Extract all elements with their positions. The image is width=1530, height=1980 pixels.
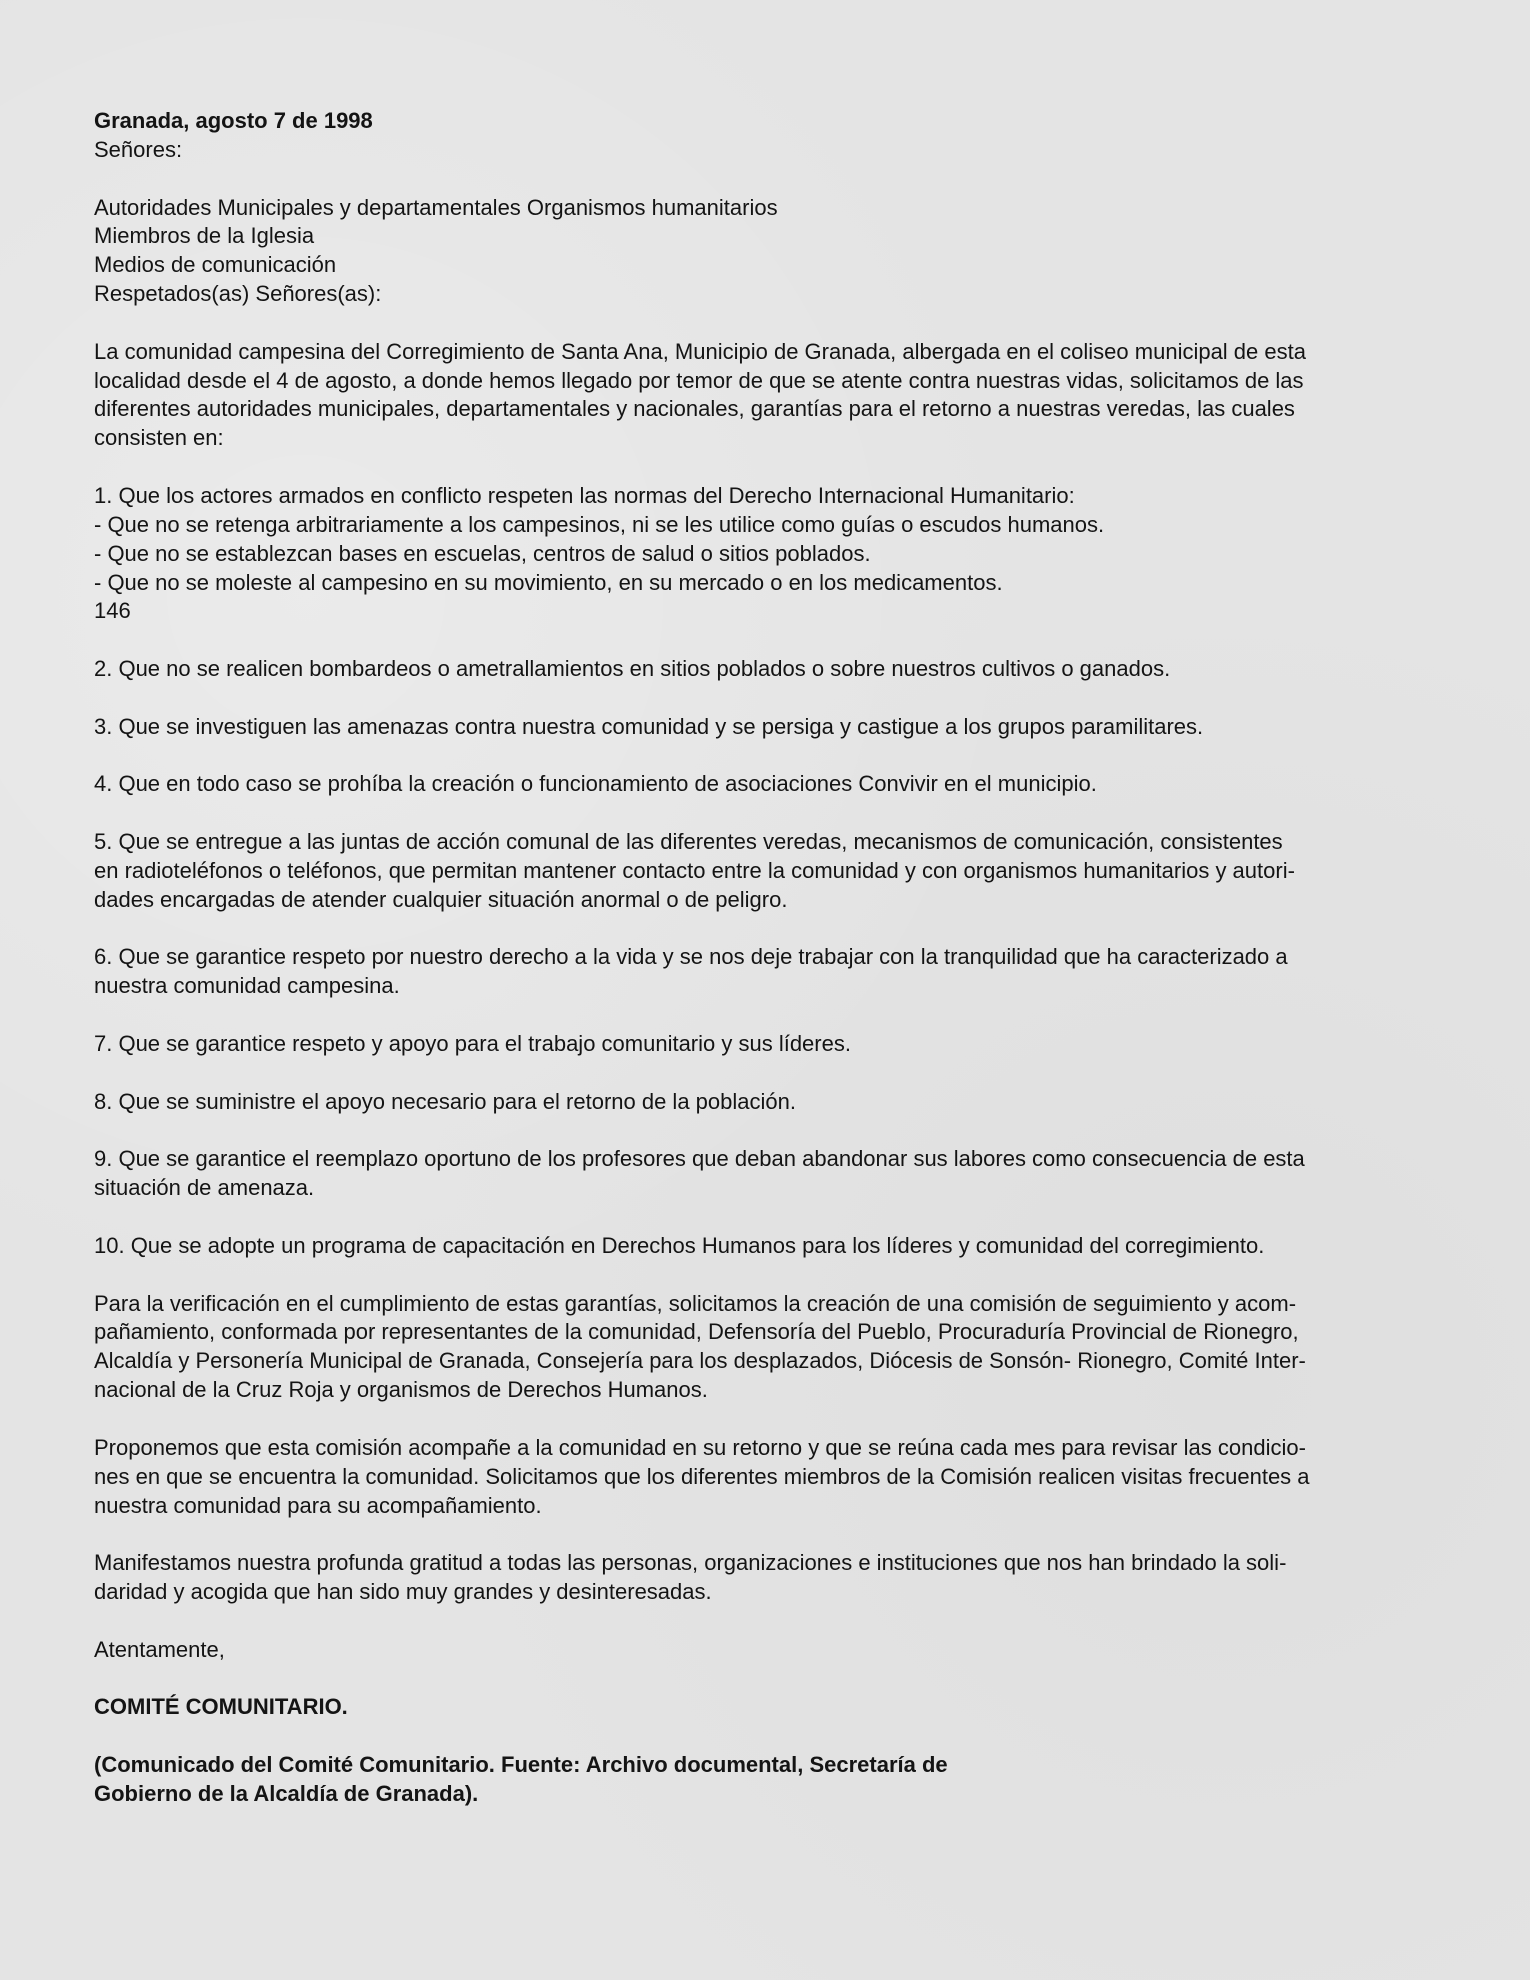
spacer — [94, 684, 1454, 713]
item-3 — [94, 713, 1454, 742]
spacer — [94, 742, 1454, 771]
sub-item-line: - Que no se moleste al campesino en su movimiento, en su mercado o en los medicamentos. — [94, 569, 1003, 595]
paragraph-line: daridad y acogida que han sido muy grandes y desinteresadas. — [94, 1579, 712, 1605]
paragraph-line: Para la verificación en el cumplimiento de estas garantías, solicitamos la creación de una comisión de seguimiento y acom- — [94, 1290, 1297, 1316]
recipient-line: Medios de comunicación — [94, 252, 337, 278]
spacer — [94, 1117, 1454, 1146]
item-8 — [94, 1088, 1454, 1117]
date-line: Granada, agosto 7 de 1998 — [94, 108, 373, 133]
item-10 — [94, 1232, 1454, 1261]
closing-line: Atentamente, — [94, 1636, 225, 1662]
paragraph-line: nuestra comunidad para su acompañamiento. — [94, 1492, 542, 1518]
paragraph-line: nes en que se encuentra la comunidad. Solicitamos que los diferentes miembros de la Comisión realicen visitas frecuentes a — [94, 1463, 1310, 1489]
spacer — [94, 1203, 1454, 1232]
item-5 — [94, 828, 1454, 915]
gratitude-paragraph — [94, 1549, 1454, 1607]
item-7 — [94, 1030, 1454, 1059]
item-6 — [94, 943, 1454, 1001]
verification-paragraph — [94, 1290, 1454, 1405]
item-line: 3. Que se investiguen las amenazas contra nuestra comunidad y se persiga y castigue a los grupos paramilitares. — [94, 713, 1204, 739]
spacer — [94, 626, 1454, 655]
paragraph-line: consisten en: — [94, 425, 224, 451]
spacer — [94, 1722, 1454, 1751]
item-line: 5. Que se entregue a las juntas de acción comunal de las diferentes veredas, mecanismos de comunicación, consistentes — [94, 829, 1283, 855]
item-4 — [94, 770, 1454, 799]
signature: COMITÉ COMUNITARIO. — [94, 1694, 348, 1720]
recipient-line: Autoridades Municipales y departamentales Organismos humanitarios — [94, 194, 778, 220]
item-line: 8. Que se suministre el apoyo necesario para el retorno de la población. — [94, 1088, 796, 1114]
recipients-block — [94, 194, 1454, 309]
spacer — [94, 165, 1454, 194]
source-note — [94, 1751, 1454, 1809]
paragraph-line: Alcaldía y Personería Municipal de Granada, Consejería para los desplazados, Diócesis de Sonsón- Rionegro, Comité Inter- — [94, 1348, 1306, 1374]
item-line: en radioteléfonos o teléfonos, que permitan mantener contacto entre la comunidad y con organismos humanitarios y autori- — [94, 857, 1295, 883]
spacer — [94, 1405, 1454, 1434]
item-line: 1. Que los actores armados en conflicto respeten las normas del Derecho Internacional Humanitario: — [94, 482, 1075, 508]
item-line: situación de amenaza. — [94, 1175, 315, 1201]
spacer — [94, 1665, 1454, 1694]
spacer — [94, 915, 1454, 944]
letter-document — [94, 107, 1454, 1809]
item-line: 7. Que se garantice respeto y apoyo para el trabajo comunitario y sus líderes. — [94, 1031, 851, 1056]
paragraph-line: Proponemos que esta comisión acompañe a la comunidad en su retorno y que se reúna cada mes para revisar las condicio- — [94, 1434, 1306, 1460]
greeting-line: Respetados(as) Señores(as): — [94, 281, 382, 307]
sub-item-line: - Que no se retenga arbitrariamente a los campesinos, ni se les utilice como guías o escudos humanos. — [94, 511, 1105, 537]
salutation-to: Señores: — [94, 136, 183, 162]
spacer — [94, 1520, 1454, 1549]
item-9 — [94, 1145, 1454, 1203]
item-line: dades encargadas de atender cualquier situación anormal o de peligro. — [94, 886, 788, 912]
item-2 — [94, 655, 1454, 684]
proposal-paragraph — [94, 1434, 1454, 1521]
paragraph-line: localidad desde el 4 de agosto, a donde hemos llegado por temor de que se atente contra nuestras vidas, solicitamos de las — [94, 367, 1304, 393]
paragraph-line: pañamiento, conformada por representantes de la comunidad, Defensoría del Pueblo, Procuraduría Provincial de Rionegro, — [94, 1319, 1299, 1345]
item-line: 9. Que se garantice el reemplazo oportuno de los profesores que deban abandonar sus labores como consecuencia de esta — [94, 1146, 1305, 1172]
intro-paragraph — [94, 338, 1454, 453]
paragraph-line: diferentes autoridades municipales, departamentales y nacionales, garantías para el retorno a nuestras veredas, las cuales — [94, 396, 1295, 422]
spacer — [94, 799, 1454, 828]
sub-item-line: - Que no se establezcan bases en escuelas, centros de salud o sitios poblados. — [94, 540, 871, 566]
paragraph-line: La comunidad campesina del Corregimiento de Santa Ana, Municipio de Granada, albergada en el coliseo municipal de esta — [94, 338, 1306, 364]
spacer — [94, 1607, 1454, 1636]
item-line: 2. Que no se realicen bombardeos o ametrallamientos en sitios poblados o sobre nuestros cultivos o ganados. — [94, 656, 1171, 682]
spacer — [94, 1001, 1454, 1030]
page-number: 146 — [94, 598, 131, 624]
spacer — [94, 1261, 1454, 1290]
recipient-line: Miembros de la Iglesia — [94, 223, 315, 249]
item-line: 6. Que se garantice respeto por nuestro derecho a la vida y se nos deje trabajar con la tranquilidad que ha caracterizado a — [94, 944, 1288, 970]
item-line: nuestra comunidad campesina. — [94, 973, 400, 999]
paragraph-line: nacional de la Cruz Roja y organismos de Derechos Humanos. — [94, 1377, 708, 1403]
item-line: 4. Que en todo caso se prohíba la creación o funcionamiento de asociaciones Convivir en el municipio. — [94, 771, 1097, 797]
spacer — [94, 453, 1454, 482]
source-note-line: Gobierno de la Alcaldía de Granada). — [94, 1780, 479, 1806]
paragraph-line: Manifestamos nuestra profunda gratitud a todas las personas, organizaciones e instituciones que nos han brindado la soli- — [94, 1550, 1287, 1576]
item-line: 10. Que se adopte un programa de capacitación en Derechos Humanos para los líderes y comunidad del corregimiento. — [94, 1232, 1265, 1258]
item-1 — [94, 482, 1454, 626]
spacer — [94, 309, 1454, 338]
spacer — [94, 1059, 1454, 1088]
source-note-line: (Comunicado del Comité Comunitario. Fuente: Archivo documental, Secretaría de — [94, 1752, 948, 1778]
